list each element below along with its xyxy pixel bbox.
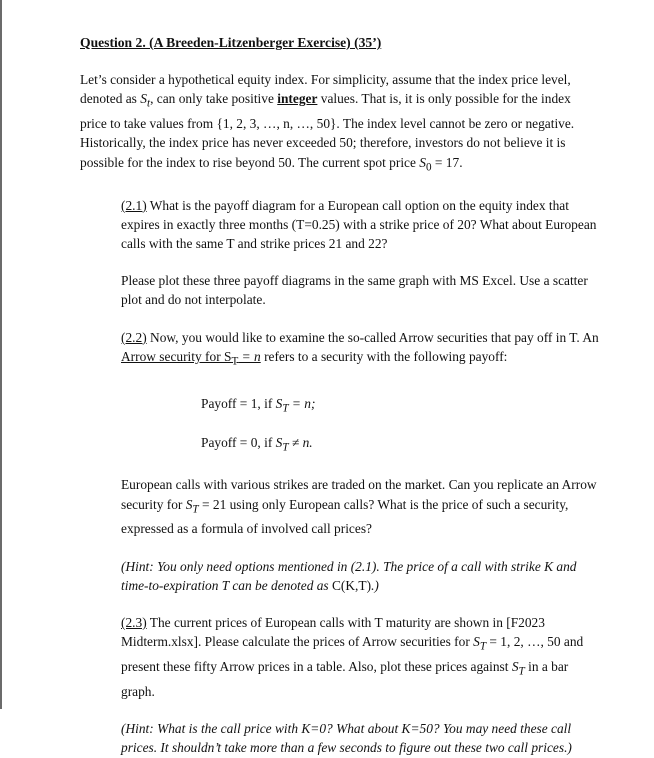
subquestions xyxy=(121,196,600,758)
calls-sub: T xyxy=(192,503,199,516)
document-page xyxy=(80,33,600,758)
hint-math: C(K,T) xyxy=(332,577,372,593)
q23-var2: S xyxy=(511,659,519,675)
sub-0: 0 xyxy=(425,161,432,174)
payoff-formula-2 xyxy=(201,433,600,458)
payoff2-sub: T xyxy=(282,441,289,454)
calls-var: S xyxy=(185,496,193,512)
var-st: S xyxy=(140,91,147,107)
q23-text-3: in a bar graph. xyxy=(121,659,569,700)
q22-text-1: Now, you would like to examine the so-called Arrow securities that pay off in T. An xyxy=(146,329,599,345)
payoff2-var: S xyxy=(275,434,283,450)
q21-plot-instruction: Please plot these three payoff diagrams in the same graph with MS Excel. Use a scatter plot and do not interpolate. xyxy=(121,273,588,308)
arrow-eq: = n xyxy=(238,348,261,364)
intro-text-3: values. That is, it is only possible for the index price to take values from {1, 2, 3, …, n, …, 50}. The index level cannot be zero or negative. Historically, the index price has never exceeded 50; therefore, investors do not believe it is possible for the index to rise beyond 50. The current spot price xyxy=(80,91,575,170)
q23-sub2: T xyxy=(518,665,525,678)
payoff1-var: S xyxy=(275,395,283,411)
integer-emphasis: integer xyxy=(277,91,318,107)
q21-label: (2.1) xyxy=(121,197,147,213)
payoff1-sub: T xyxy=(282,402,289,415)
var-s0: S xyxy=(419,154,426,170)
q22-paragraph xyxy=(121,328,600,372)
sub-t: t xyxy=(146,98,151,111)
payoff1-a: Payoff = 1, if xyxy=(201,395,276,411)
q22-calls-paragraph xyxy=(121,475,600,538)
intro-text-4: = 17. xyxy=(431,154,463,170)
intro-text-2: , can only take positive xyxy=(150,91,278,107)
hint-text-2: .) xyxy=(371,577,379,593)
q23-var1: S xyxy=(473,634,480,650)
q21-paragraph xyxy=(121,196,600,254)
q22-text-2: refers to a security with the following payoff: xyxy=(260,348,508,364)
intro-paragraph xyxy=(80,70,600,177)
q23-text-2: = 1, 2, …, 50 and present these fifty Arrow prices in a table. Also, plot these prices against xyxy=(121,634,584,675)
q23-hint: (Hint: What is the call price with K=0? What about K=50? You may need these call prices. It shouldn’t take more than a few seconds to figure out these two call prices.) xyxy=(121,721,572,756)
q23-label: (2.3) xyxy=(121,615,147,631)
q23-sub1: T xyxy=(479,640,487,653)
payoff2-a: Payoff = 0, if xyxy=(201,434,276,450)
arrow-sub: T xyxy=(231,355,239,368)
q22-hint xyxy=(121,557,600,595)
payoff2-b: ≠ n. xyxy=(288,434,313,450)
calls-text-2: = 21 using only European calls? What is the price of such a security, expressed as a formula of involved call prices? xyxy=(121,496,569,537)
question-title: Question 2. (A Breeden-Litzenberger Exercise) (35’) xyxy=(80,35,382,50)
q21-text: What is the payoff diagram for a European call option on the equity index that expires in exactly three months (T=0.25) with a strike price of 20? What about European calls with the same T and strike prices 21 and 22? xyxy=(121,197,597,251)
q23-paragraph xyxy=(121,613,600,701)
calls-text-1: European calls with various strikes are traded on the market. Can you replicate an Arrow security for xyxy=(121,477,597,512)
payoff1-b: = n; xyxy=(288,395,316,411)
page-left-border xyxy=(0,0,2,709)
payoff-formula-1 xyxy=(201,394,600,419)
q23-text-1: The current prices of European calls with T maturity are shown in [F2023 Midterm.xlsx]. Please calculate the prices of Arrow securities for xyxy=(121,615,545,650)
q22-label: (2.2) xyxy=(121,329,147,345)
arrow-security-term xyxy=(121,348,261,368)
intro-text-1: Let’s consider a hypothetical equity index. For simplicity, assume that the index price level, denoted as xyxy=(80,72,571,107)
hint-text-1: (Hint: You only need options mentioned in (2.1). The price of a call with strike K and time-to-expiration T can be denoted as xyxy=(121,558,577,593)
arrow-link-text: Arrow security for S xyxy=(121,348,232,364)
